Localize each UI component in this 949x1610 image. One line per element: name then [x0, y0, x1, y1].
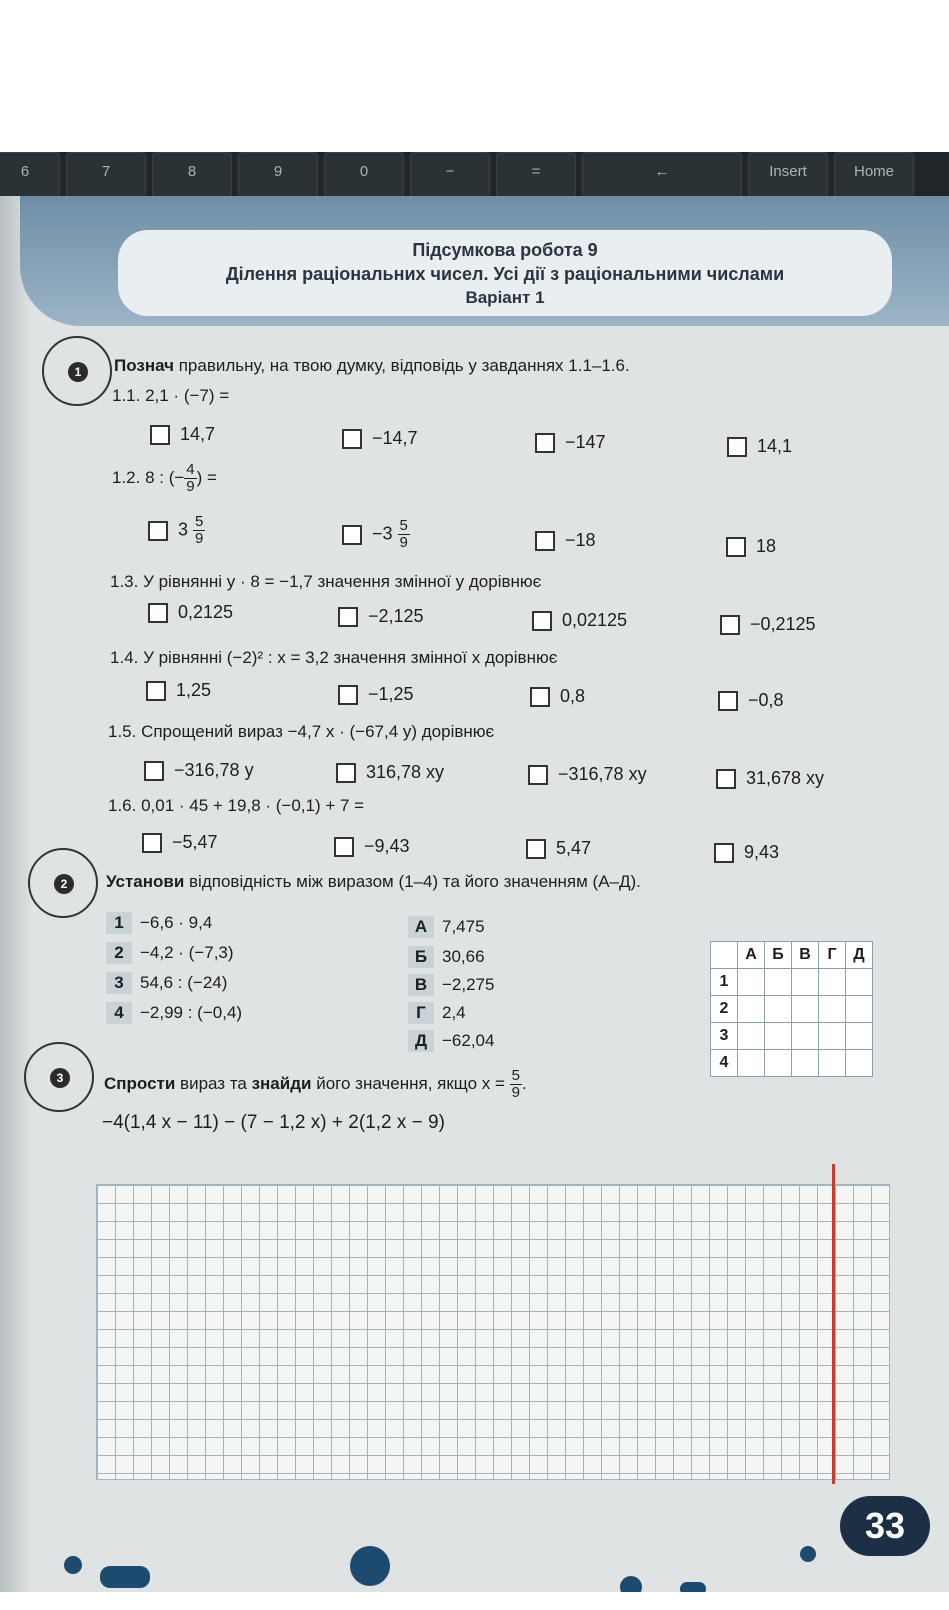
answer-cell[interactable] — [819, 969, 846, 996]
answer-cell[interactable] — [792, 1023, 819, 1050]
task-number: 1 — [68, 362, 88, 382]
key-label: Home — [853, 163, 894, 180]
answer-item — [408, 974, 494, 996]
fraction-numerator: 4 — [186, 461, 195, 478]
checkbox[interactable] — [142, 833, 162, 853]
instruction-text: його значення, якщо x = — [311, 1073, 510, 1093]
task-2-instruction — [106, 872, 641, 892]
decor-dot — [800, 1546, 816, 1562]
table-col-header: Б — [765, 942, 792, 969]
q3-option-b[interactable] — [338, 606, 424, 627]
key-label: ← — [654, 163, 670, 180]
answer-table — [710, 941, 873, 1077]
option-label: −316,78 xy — [558, 764, 647, 784]
mixed-fraction — [193, 514, 205, 547]
checkbox[interactable] — [148, 521, 168, 541]
q2-fraction — [184, 462, 196, 495]
answer-cell[interactable] — [846, 1050, 873, 1077]
q5-option-a[interactable] — [144, 760, 254, 781]
checkbox[interactable] — [150, 425, 170, 445]
answer-item — [408, 1030, 494, 1052]
question-1-5: 1.5. Спрощений вираз −4,7 x · (−67,4 y) дорівнює — [108, 722, 495, 741]
key-label: 7 — [101, 163, 111, 180]
task-3-instruction — [104, 1068, 527, 1101]
answer-item — [408, 1002, 466, 1024]
task-number: 3 — [50, 1068, 70, 1088]
q4-option-a[interactable] — [146, 680, 211, 701]
task-number: 2 — [54, 874, 74, 894]
checkbox[interactable] — [718, 691, 738, 711]
answer-cell[interactable] — [819, 996, 846, 1023]
answer-cell[interactable] — [846, 969, 873, 996]
q1-option-d[interactable] — [727, 436, 792, 457]
question-1-4: 1.4. У рівнянні (−2)² : x = 3,2 значення змінної x дорівнює — [110, 648, 558, 667]
answer-cell[interactable] — [765, 1023, 792, 1050]
question-1-3: 1.3. У рівнянні y · 8 = −1,7 значення змінної y дорівнює — [110, 572, 542, 591]
answer-key: А — [408, 916, 434, 938]
expression-item — [106, 972, 227, 994]
expression-key: 4 — [106, 1002, 132, 1024]
expression-value: −6,6 · 9,4 — [140, 913, 213, 932]
page-number: 33 — [840, 1496, 930, 1556]
q2-option-c[interactable] — [535, 530, 596, 551]
answer-cell[interactable] — [792, 969, 819, 996]
answer-value: 2,4 — [442, 1003, 466, 1022]
checkbox[interactable] — [334, 837, 354, 857]
answer-cell[interactable] — [792, 996, 819, 1023]
q1-option-b[interactable] — [342, 428, 418, 449]
q6-option-c[interactable] — [526, 838, 591, 859]
instruction-text: правильну, на твою думку, відповідь у завданнях 1.1–1.6. — [174, 356, 630, 375]
question-1-2 — [112, 462, 217, 495]
checkbox[interactable] — [336, 763, 356, 783]
instruction-bold: Познач — [114, 356, 174, 375]
instruction-bold: знайди — [251, 1073, 312, 1093]
option-label: −5,47 — [172, 832, 218, 852]
expression-key: 1 — [106, 912, 132, 934]
option-label: −9,43 — [364, 836, 410, 856]
checkbox[interactable] — [535, 433, 555, 453]
answer-cell[interactable] — [738, 1050, 765, 1077]
fraction-numerator: 5 — [511, 1067, 520, 1084]
q3-option-d[interactable] — [720, 614, 816, 635]
expression-value: −4,2 · (−7,3) — [140, 943, 234, 962]
instruction-bold: Установи — [106, 872, 185, 891]
page-title: Підсумкова робота 9 — [412, 240, 598, 260]
instruction-text: вираз та — [175, 1073, 252, 1093]
table-row-header: 4 — [711, 1050, 738, 1077]
variant-label: Варіант 1 — [465, 288, 545, 307]
answer-cell[interactable] — [738, 996, 765, 1023]
checkbox[interactable] — [726, 537, 746, 557]
answer-cell[interactable] — [765, 969, 792, 996]
table-row-header: 2 — [711, 996, 738, 1023]
key-label: 8 — [187, 163, 197, 180]
q6-option-d[interactable] — [714, 842, 779, 863]
q4-option-d[interactable] — [718, 690, 784, 711]
answer-cell[interactable] — [738, 969, 765, 996]
checkbox[interactable] — [338, 607, 358, 627]
q5-option-b[interactable] — [336, 762, 444, 783]
answer-value: 7,475 — [442, 917, 485, 936]
fraction-denominator: 9 — [186, 478, 195, 495]
margin-line — [832, 1164, 835, 1484]
task-1-badge — [42, 336, 112, 406]
checkbox[interactable] — [714, 843, 734, 863]
task-3-expression: −4(1,4 x − 11) − (7 − 1,2 x) + 2(1,2 x − 9) — [102, 1112, 445, 1133]
table-corner — [711, 942, 738, 969]
table-col-header: В — [792, 942, 819, 969]
footer-decoration — [20, 1486, 949, 1596]
decor-dot — [64, 1556, 82, 1574]
answer-cell[interactable] — [846, 1023, 873, 1050]
q2-label-start: 1.2. 8 : (− — [112, 467, 185, 487]
answer-value: −2,275 — [442, 975, 495, 994]
option-label: −316,78 y — [174, 760, 254, 780]
x-fraction — [510, 1068, 522, 1101]
checkbox[interactable] — [532, 611, 552, 631]
option-label: 5,47 — [556, 838, 592, 858]
answer-cell[interactable] — [819, 1023, 846, 1050]
task-2-badge — [28, 848, 98, 918]
instruction-text: відповідність між виразом (1–4) та його значенням (А–Д). — [184, 872, 641, 891]
option-label: 9,43 — [744, 842, 780, 862]
key-label: 0 — [359, 163, 369, 180]
q4-option-c[interactable] — [530, 686, 585, 707]
answer-key: Б — [408, 946, 434, 968]
answer-cell[interactable] — [846, 996, 873, 1023]
option-label: −1,25 — [368, 684, 414, 704]
fraction-numerator: 5 — [195, 513, 204, 530]
q5-option-d[interactable] — [716, 768, 824, 789]
workbook-page — [0, 196, 949, 1592]
option-label: 14,1 — [757, 436, 793, 456]
fraction-denominator: 9 — [195, 530, 204, 547]
q2-option-d[interactable] — [726, 536, 776, 557]
mixed-whole: −3 — [372, 523, 393, 544]
checkbox[interactable] — [146, 681, 166, 701]
checkbox[interactable] — [720, 615, 740, 635]
option-label: −147 — [565, 432, 606, 452]
answer-cell[interactable] — [738, 1023, 765, 1050]
option-label: −0,8 — [748, 690, 784, 710]
mixed-whole: 3 — [178, 519, 189, 540]
header-banner — [118, 230, 892, 316]
expression-key: 2 — [106, 942, 132, 964]
answer-key: В — [408, 974, 434, 996]
task-3-badge — [24, 1042, 94, 1112]
key-label: 9 — [273, 163, 283, 180]
checkbox[interactable] — [716, 769, 736, 789]
option-label: −2,125 — [368, 606, 424, 626]
table-row-header: 1 — [711, 969, 738, 996]
task-1-instruction — [114, 356, 630, 376]
q1-option-a[interactable] — [150, 424, 215, 445]
q3-option-c[interactable] — [532, 610, 627, 631]
option-label: 0,8 — [560, 686, 586, 706]
checkbox[interactable] — [342, 429, 362, 449]
expression-item — [106, 942, 234, 964]
answer-key: Г — [408, 1002, 434, 1024]
answer-item — [408, 946, 485, 968]
expression-key: 3 — [106, 972, 132, 994]
q3-option-a[interactable] — [148, 602, 233, 623]
option-label: 31,678 xy — [746, 768, 825, 788]
checkbox[interactable] — [727, 437, 747, 457]
q2-option-b[interactable] — [342, 518, 410, 551]
bottom-margin — [0, 1592, 949, 1610]
option-label: −18 — [565, 530, 596, 550]
decor-sun — [350, 1546, 390, 1586]
checkbox[interactable] — [535, 531, 555, 551]
table-row-header: 3 — [711, 1023, 738, 1050]
checkbox[interactable] — [528, 765, 548, 785]
answer-cell[interactable] — [819, 1050, 846, 1077]
q2-label-end: ) = — [196, 467, 217, 487]
question-1-6: 1.6. 0,01 · 45 + 19,8 · (−0,1) + 7 = — [108, 796, 365, 815]
key-label: = — [531, 163, 541, 180]
option-label: 0,2125 — [178, 602, 234, 622]
answer-value: 30,66 — [442, 947, 485, 966]
q5-option-c[interactable] — [528, 764, 647, 785]
key-label: 6 — [20, 163, 30, 180]
answer-grid[interactable] — [96, 1184, 890, 1480]
mixed-fraction — [398, 518, 410, 551]
option-label: 18 — [756, 536, 777, 556]
answer-cell[interactable] — [765, 996, 792, 1023]
instruction-bold: Спрости — [104, 1073, 176, 1093]
q4-option-b[interactable] — [338, 684, 414, 705]
option-label: 1,25 — [176, 680, 212, 700]
table-col-header: Д — [846, 942, 873, 969]
key-label: Insert — [769, 163, 807, 180]
option-label: 0,02125 — [562, 610, 628, 630]
option-label: −14,7 — [372, 428, 418, 448]
expression-item — [106, 1002, 242, 1024]
instruction-end: . — [522, 1073, 527, 1093]
decor-shape — [100, 1566, 150, 1588]
checkbox[interactable] — [144, 761, 164, 781]
q6-option-b[interactable] — [334, 836, 410, 857]
checkbox[interactable] — [148, 603, 168, 623]
fraction-denominator: 9 — [399, 534, 408, 551]
answer-key: Д — [408, 1030, 434, 1052]
expression-value: −2,99 : (−0,4) — [140, 1003, 243, 1022]
q6-option-a[interactable] — [142, 832, 218, 853]
option-label: 316,78 xy — [366, 762, 445, 782]
checkbox[interactable] — [342, 525, 362, 545]
expression-item — [106, 912, 212, 934]
page-subtitle: Ділення раціональних чисел. Усі дії з раціональними числами — [225, 264, 785, 284]
checkbox[interactable] — [338, 685, 358, 705]
answer-value: −62,04 — [442, 1031, 495, 1050]
checkbox[interactable] — [530, 687, 550, 707]
key-label: − — [445, 163, 455, 180]
checkbox[interactable] — [526, 839, 546, 859]
answer-item — [408, 916, 485, 938]
q1-option-c[interactable] — [535, 432, 606, 453]
answer-cell[interactable] — [765, 1050, 792, 1077]
question-1-1: 1.1. 2,1 · (−7) = — [112, 386, 230, 405]
q2-option-a[interactable] — [148, 514, 205, 547]
option-label: 14,7 — [180, 424, 216, 444]
fraction-numerator: 5 — [399, 517, 408, 534]
table-col-header: А — [738, 942, 765, 969]
fraction-denominator: 9 — [511, 1084, 520, 1101]
answer-cell[interactable] — [792, 1050, 819, 1077]
expression-value: 54,6 : (−24) — [140, 973, 228, 992]
table-col-header: Г — [819, 942, 846, 969]
option-label: −0,2125 — [750, 614, 816, 634]
